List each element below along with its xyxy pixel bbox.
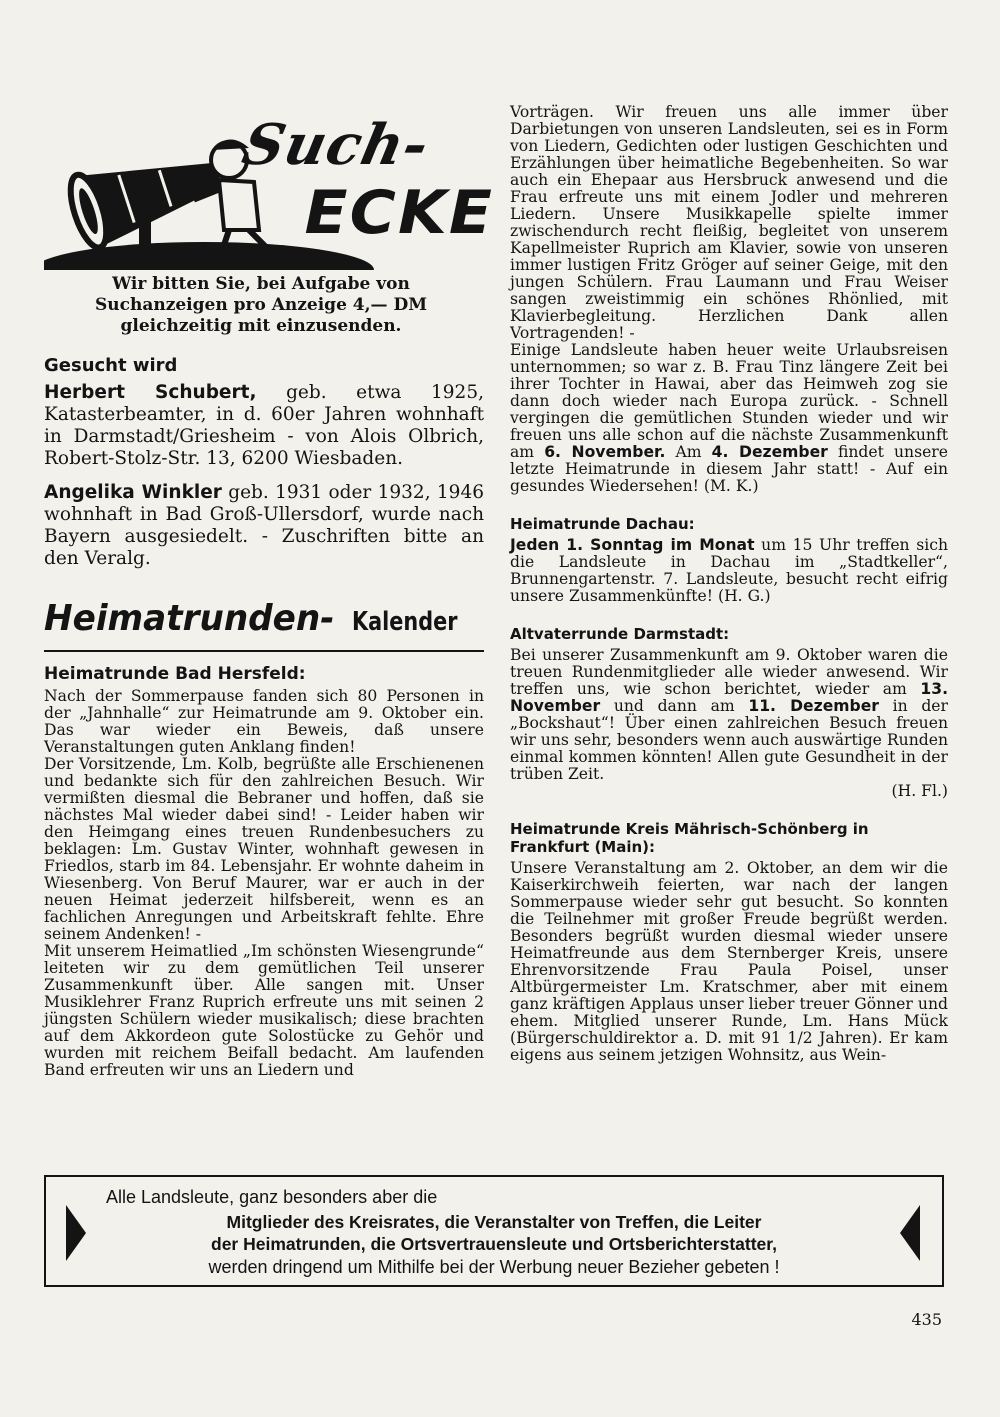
kalender-title-script: Heimatrunden- xyxy=(44,598,335,639)
entry-text: geb. 1931 oder 1932, 1946 wohnhaft in Bad Groß-Ullersdorf, wurde nach Bayern ausgesiedelt. - Zuschriften bitte an den Veralg. xyxy=(44,482,484,569)
paragraph: Nach der Sommerpause fanden sich 80 Personen in der „Jahnhalle“ zur Heimatrunde am 9. Oktober ein. Das war wieder ein Beweis, daß unsere Veranstaltungen guten Anklang finden! xyxy=(44,687,484,756)
dachau-heading: Heimatrunde Dachau: xyxy=(510,515,695,533)
paragraph: Mit unserem Heimatlied „Im schönsten Wiesengrunde“ leiteten wir zu dem gemütlichen Teil unserer Zusammenkunft über. Alle sangen mit. Unser Musiklehrer Franz Ruprich erfreute uns mit seinen 2 jüngsten Schülern wieder musikalisch; diese brachten auf dem Akkordeon gute Solostücke zu Gehör und wurden mit reichem Beifall bedacht. Am laufenden Band erfreuten wir uns an Liedern und xyxy=(44,942,484,1079)
gesucht-heading: Gesucht wird xyxy=(44,355,178,376)
entry-text: geb. etwa 1925, Katasterbeamter, in d. 60er Jahren wohnhaft in Darmstadt/Griesheim - von Alois Olbrich, Robert-Stolz-Str. 13, 6200 Wiesbaden. xyxy=(44,382,484,469)
darmstadt-body xyxy=(510,647,948,783)
search-entry xyxy=(44,482,484,570)
fee-notice: Wir bitten Sie, bei Aufgabe von Suchanzeigen pro Anzeige 4,— DM gleichzeitig mit einzusenden. xyxy=(94,274,428,336)
entry-name: Herbert Schubert, xyxy=(44,382,257,403)
heimatrunden-kalender-title xyxy=(44,598,484,648)
kalender-title-word: Kalender xyxy=(351,607,458,637)
logo-such-text: Such- xyxy=(236,112,436,178)
right-column xyxy=(510,104,948,1064)
hersfeld-body xyxy=(44,688,484,1079)
darmstadt-heading: Altvaterrunde Darmstadt: xyxy=(510,625,730,643)
logo-ecke-text: ECKE xyxy=(304,178,495,248)
frankfurt-body xyxy=(510,860,948,1064)
such-ecke-logo xyxy=(44,100,495,270)
entry-name: Angelika Winkler xyxy=(44,482,222,503)
hersfeld-continued xyxy=(510,104,948,495)
appeal-line-1: Alle Landsleute, ganz besonders aber die xyxy=(106,1187,438,1207)
paragraph: Bei unserer Zusammenkunft am 9. Oktober waren die treuen Rundenmitglieder alle wieder anwesend. Wir treffen uns, wie schon berichtet, wieder am 13. November und dann am 11. Dezember in der „Bockshaut“! Über einen zahlreichen Besuch freuen wir uns sehr, besonders wenn auch auswärtige Runden einmal kommen könnten! Allen gute Gesundheit in der trüben Zeit. xyxy=(510,646,948,783)
divider xyxy=(44,650,484,652)
search-entry xyxy=(44,382,484,470)
appeal-line-3: werden dringend um Mithilfe bei der Werbung neuer Bezieher gebeten ! xyxy=(208,1257,780,1277)
paragraph: Einige Landsleute haben heuer weite Urlaubsreisen unternommen; so war z. B. Frau Tinz längere Zeit bei ihrer Tochter in Hawai, aber das Heimweh zog sie dann doch wieder nach Europa zurück. - Schnell vergingen die gemütlichen Stunden wieder und wir freuen uns alle schon auf die nächste Zusammenkunft am 6. November. Am 4. Dezember findet unsere letzte Heimatrunde in diesem Jahr statt! - Auf ein gesundes Wiedersehen! (M. K.) xyxy=(510,341,948,495)
appeal-box xyxy=(44,1175,944,1287)
appeal-line-2: Mitglieder des Kreisrates, die Veranstalter von Treffen, die Leiter der Heimatrunden, die Ortsvertrauensleute und Ortsberichterstatter, xyxy=(211,1212,777,1254)
darmstadt-signature: (H. Fl.) xyxy=(891,782,948,800)
page-number: 435 xyxy=(911,1310,942,1329)
paragraph: Jeden 1. Sonntag im Monat um 15 Uhr treffen sich die Landsleute in Dachau im „Stadtkeller“, Brunnengartenstr. 7. Landsleute, besucht recht eifrig unsere Zusammenkünfte! (H. G.) xyxy=(510,536,948,605)
left-column xyxy=(44,100,495,1079)
hersfeld-heading: Heimatrunde Bad Hersfeld: xyxy=(44,664,306,684)
frankfurt-heading: Heimatrunde Kreis Mährisch-Schönberg in Frankfurt (Main): xyxy=(510,820,869,856)
paragraph: Der Vorsitzende, Lm. Kolb, begrüßte alle Erschienenen und bedankte sich für den zahlreichen Besuch. Wir vermißten diesmal die Bebraner und hoffen, daß sie nächstes Mal wieder dabei sind! - Leider haben wir den Heimgang eines treuen Rundenbesuchers zu beklagen: Lm. Gustav Winter, wohnhaft gewesen in Friedlos, starb im 84. Lebensjahr. Er wohnte daheim in Wiesenberg. Von Beruf Maurer, war er auch in der neuen Heimat jederzeit hilfsbereit, wenn es an fachlichen Anregungen und Arbeitskraft fehlte. Ehre seinem Andenken! - xyxy=(44,755,484,943)
paragraph: Vorträgen. Wir freuen uns alle immer über Darbietungen von unseren Landsleuten, sei es in Form von Liedern, Gedichten oder lustigen Geschichten und Erzählungen über heimatliche Begebenheiten. So war auch ein Ehepaar aus Hersbruck anwesend und die Frau erfreute uns mit einem Jodler und mehreren Liedern. Unsere Musikkapelle spielte immer zwischendurch recht fleißig, begleitet von unserem Kapellmeister Ruprich am Klavier, sowie von unseren immer lustigen Fritz Gröger auf seiner Geige, mit den jungen Schülern. Frau Laumann und Frau Weiser sangen zweistimmig ein schönes Rhönlied, mit Klavierbegleitung. Herzlichen Dank allen Vortragenden! - xyxy=(510,103,948,342)
dachau-body xyxy=(510,537,948,605)
paragraph: Unsere Veranstaltung am 2. Oktober, an dem wir die Kaiserkirchweih feierten, war nach der langen Sommerpause wieder sehr gut besucht. So konnten die Teilnehmer mit großer Freude begrüßt werden. Besonders begrüßt wurden diesmal wieder unsere Heimatfreunde aus dem Sternberger Kreis, unsere Ehrenvorsitzende Frau Paula Poisel, unser Altbürgermeister Lm. Kratschmer, aber mit einem ganz kräftigen Applaus unser lieber treuer Gönner und ehem. Mitglied unserer Runde, Lm. Hans Mück (Bürgerschuldirektor a. D. mit 91 1/2 Jahren). Er kam eigens aus seinem jetzigen Wohnsitz, aus Wein- xyxy=(510,859,948,1064)
